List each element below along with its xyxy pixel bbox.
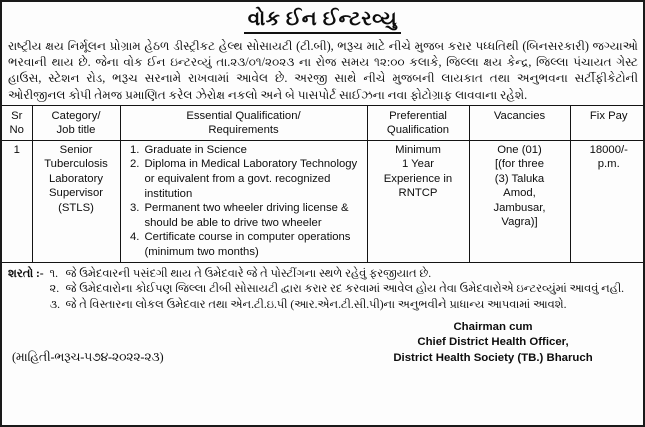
list-item: 1. Graduate in Science [143,143,364,158]
condition-text: જે તે વિસ્તારના લોકલ ઉમેદવાર તથા એન.ટી.ઇ.પી (આર.એન.ટી.સી.પી)ના અનુભવીને પ્રાધાન્ય આપવામાં આવશે. [65,297,567,311]
essential-line-2: Requirements [208,123,279,136]
category-line-2: Job title [56,123,96,136]
list-item [50,281,637,297]
condition-number: ૧. [49,266,58,280]
vacancies-value-line: Vagra)] [501,216,538,229]
list-item: 2. Diploma in Medical Laboratory Technology or equivalent from a govt. recognized institution [143,157,364,201]
column-header-vacancies [469,105,570,140]
preferential-line-2: Qualification [386,123,450,136]
list-item: 4. Certificate course in computer operations (minimum two months) [143,230,364,259]
cell-fix-pay [570,140,645,262]
intro-paragraph [2,35,643,105]
list-item: 3. Permanent two wheeler driving license & should be able to drive two wheeler [143,201,364,230]
qualification-list [124,143,364,260]
category-value-line: Tuberculosis [44,158,108,171]
conditions-label: શરતો :- [8,266,44,280]
category-value-line: Senior [59,143,93,156]
vacancy-table [2,105,645,263]
vacancies-value-line: (3) Taluka [494,172,545,185]
preferential-line-1: Preferential [389,109,447,122]
condition-number: ૩. [49,297,60,311]
category-value-line: (STLS) [58,201,94,214]
category-value-line: Supervisor [49,187,103,200]
conditions-section [2,263,643,315]
page-title-text: વોક ઈન ઈન્ટરવ્યુ [244,8,401,34]
cell-sr-no: 1 [2,140,32,262]
conditions-list [50,266,637,313]
cell-preferential-qualification [367,140,469,262]
signature-line-3: District Health Society (TB.) Bharuch [393,351,593,364]
essential-line-1: Essential Qualification/ [186,109,301,122]
list-item [50,297,637,313]
preferential-value-line: RNTCP [398,187,438,200]
signature-block [363,320,623,367]
column-header-fix-pay [570,105,645,140]
category-value-line: Laboratory [48,172,103,185]
table-header-row [2,105,645,140]
column-header-essential-qualification [120,105,367,140]
footer-zone [2,314,643,374]
condition-number: ૨. [49,282,60,296]
page-title [2,2,643,35]
conditions-row [8,266,637,313]
column-header-sr-no [2,105,32,140]
preferential-value-line: Experience in [383,172,453,185]
fix-pay-value-line: p.m. [597,158,620,171]
vacancies-value-line: Amod, [503,187,536,200]
cell-essential-qualification [120,140,367,262]
table-row [2,140,645,262]
signature-line-1: Chairman cum [453,320,533,333]
intro-text: રાષ્ટ્રીય ક્ષય નિર્મૂલન પ્રોગ્રામ હેઠળ ડીસ્ટ્રીકટ હેલ્થ સોસાયટી (ટી.બી), ભરૂચ માટે નીચે મુજબ કરાર પધ્ધતિથી (બિનસરકારી) જગ્યાઓ ભરવાની થાય છે. જેના વોક ઈન ઇન્ટરવ્યું તા.૨૩/૦૧/૨૦૨૩ ના રોજ સમય ૧૨:૦૦ કલાકે, જિલ્લા ક્ષય કેન્દ્ર, જિલ્લા પંચાયત ગેસ્ટ હાઉસ, સ્ટેશન રોડ, ભરૂચ સરનામે રાખવામાં આવેલ છે. અરજી સાથે નીચે મુજબની લાયકાત તથા અનુભવના સર્ટીફીકેટોની ઓરીજીનલ કોપી તેમજ પ્રમાણિત કરેલ ઝેરોક્ષ નકલો અને બે પાસપોર્ટ સાઈઝના નવા ફોટોગ્રાફ લાવવાના રહેશે. [8,39,638,102]
condition-text: જે ઉમેદવારની પસંદગી થાય તે ઉમેદવારે જે તે પોસ્ટીંગના સ્થળે રહેવું ફરજીયાત છે. [65,266,432,280]
cell-vacancies [469,140,570,262]
list-item [50,266,637,282]
column-header-preferential-qualification [367,105,469,140]
vacancies-value-line: Jambusar, [493,201,546,214]
column-header-category [32,105,120,140]
fix-pay-value-line: 18000/- [589,143,628,156]
vacancies-value-line: One (01) [497,143,542,156]
sr-no-line-2: No [9,123,24,136]
reference-number: (માહિતી-ભરૂચ-૫૭૪-૨૦૨૨-૨૩) [12,350,164,365]
condition-text: જે ઉમેદવારોના કોઈપણ જિલ્લા ટીબી સોસાયટી દ્વારા કરાર રદ કરવામાં આવેલ હોય તેવા ઉમેદવારોએ ઇન્ટરવ્યુંમાં આવવું નહી. [65,282,624,296]
vacancies-value-line: [(for three [495,158,544,171]
category-line-1: Category/ [51,109,101,122]
sr-no-line-1: Sr [11,109,23,122]
preferential-value-line: Minimum [395,143,441,156]
signature-line-2: Chief District Health Officer, [417,336,569,349]
cell-category [32,140,120,262]
preferential-value-line: 1 Year [401,158,435,171]
vacancies-head-text: Vacancies [493,109,546,122]
fix-pay-head-text: Fix Pay [589,109,628,122]
